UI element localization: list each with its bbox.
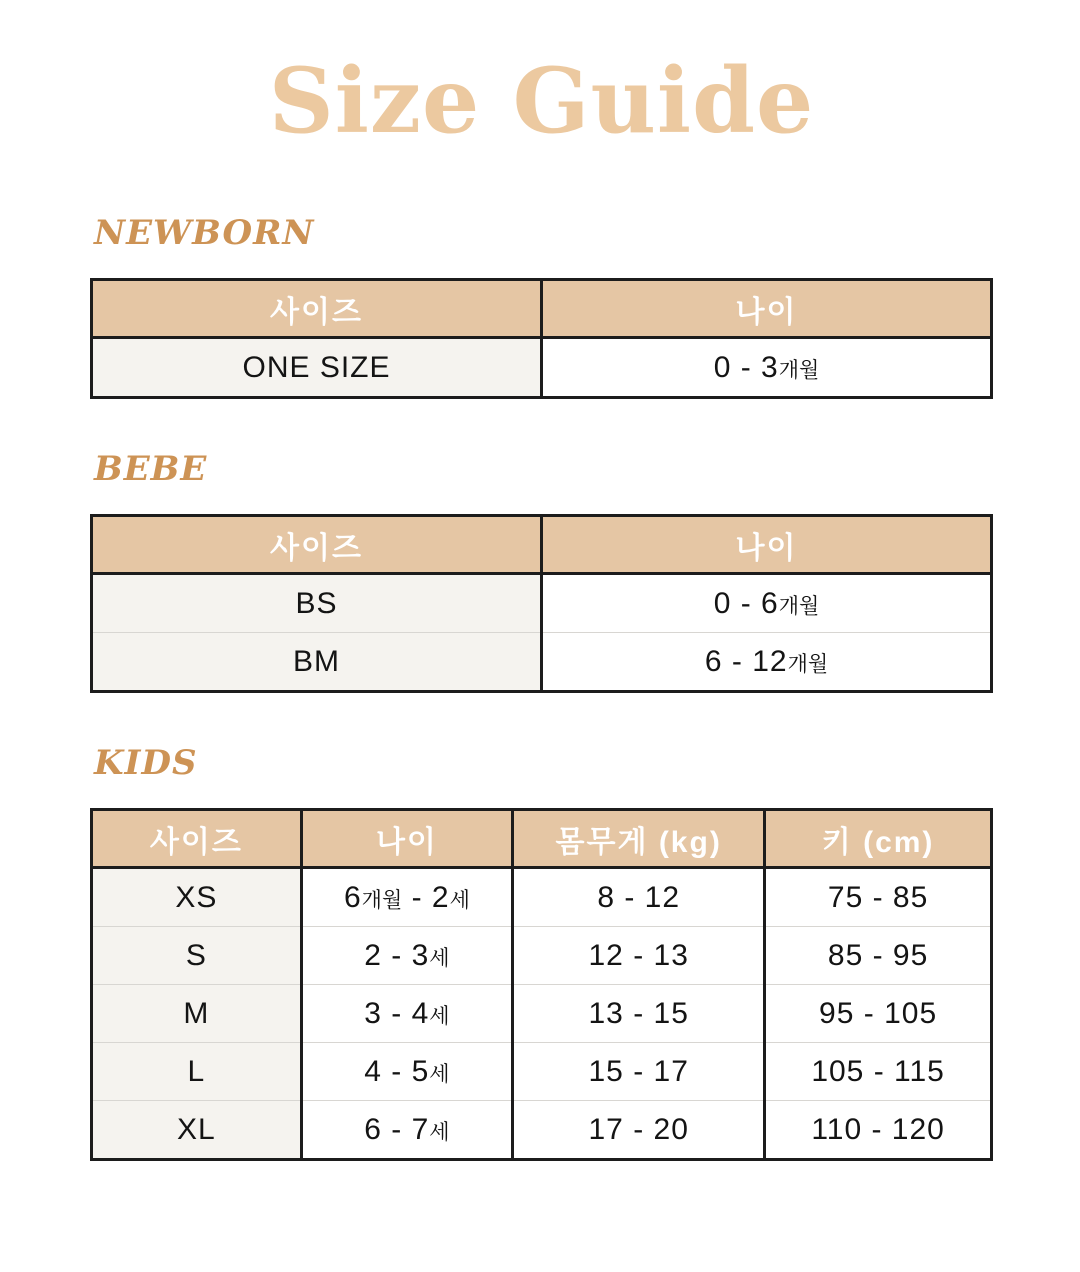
table-row	[92, 338, 992, 398]
section-label-newborn: NEWBORN	[94, 213, 315, 253]
table-cell: 75 - 85	[765, 868, 992, 927]
table-row	[92, 574, 992, 633]
table-header-row	[92, 516, 992, 574]
column-header: 키 (cm)	[765, 810, 992, 868]
table-cell: BS	[92, 574, 542, 633]
column-header: 사이즈	[92, 280, 542, 338]
table-row	[92, 1101, 992, 1160]
korean-unit-suffix: 개월	[778, 358, 820, 382]
section-label-kids: KIDS	[94, 743, 198, 783]
korean-unit-suffix: 세	[429, 1004, 450, 1028]
korean-unit-suffix: 개월	[787, 652, 829, 676]
size-table	[90, 808, 993, 1161]
table-cell: L	[92, 1043, 302, 1101]
table-cell: M	[92, 985, 302, 1043]
table-cell: 4 - 5세	[301, 1043, 513, 1101]
section-kids	[90, 743, 993, 1161]
table-cell: 6 - 12개월	[542, 633, 992, 692]
table-cell: 0 - 3개월	[542, 338, 992, 398]
column-header: 사이즈	[92, 810, 302, 868]
table-header-row	[92, 810, 992, 868]
bebe-size-table-container	[90, 514, 993, 693]
korean-unit-suffix: 세	[449, 888, 470, 912]
size-table	[90, 514, 993, 693]
kids-size-table-container	[90, 808, 993, 1161]
column-header: 몸무게 (kg)	[513, 810, 765, 868]
korean-unit-suffix: 세	[429, 946, 450, 970]
table-cell: S	[92, 927, 302, 985]
korean-unit-suffix: 세	[429, 1062, 450, 1086]
korean-unit-suffix: 개월	[361, 888, 403, 912]
section-label-bebe: BEBE	[94, 449, 208, 489]
table-cell: XL	[92, 1101, 302, 1160]
table-row	[92, 927, 992, 985]
table-row	[92, 868, 992, 927]
table-cell: 85 - 95	[765, 927, 992, 985]
table-row	[92, 985, 992, 1043]
table-cell: BM	[92, 633, 542, 692]
table-cell: 13 - 15	[513, 985, 765, 1043]
table-cell: 3 - 4세	[301, 985, 513, 1043]
table-row	[92, 1043, 992, 1101]
section-newborn	[90, 213, 993, 399]
korean-unit-suffix: 개월	[778, 594, 820, 618]
newborn-size-table-container	[90, 278, 993, 399]
table-cell: 105 - 115	[765, 1043, 992, 1101]
table-cell: 6개월 - 2세	[301, 868, 513, 927]
table-cell: 0 - 6개월	[542, 574, 992, 633]
table-cell: 110 - 120	[765, 1101, 992, 1160]
column-header: 사이즈	[92, 516, 542, 574]
size-table	[90, 278, 993, 399]
column-header: 나이	[542, 280, 992, 338]
page-title: Size Guide	[268, 48, 815, 154]
table-header-row	[92, 280, 992, 338]
column-header: 나이	[542, 516, 992, 574]
table-cell: 15 - 17	[513, 1043, 765, 1101]
table-cell: 12 - 13	[513, 927, 765, 985]
table-cell: 2 - 3세	[301, 927, 513, 985]
table-cell: 8 - 12	[513, 868, 765, 927]
table-row	[92, 633, 992, 692]
table-cell: XS	[92, 868, 302, 927]
table-cell: 17 - 20	[513, 1101, 765, 1160]
table-cell: 6 - 7세	[301, 1101, 513, 1160]
korean-unit-suffix: 세	[429, 1120, 450, 1144]
section-bebe	[90, 449, 993, 693]
table-cell: 95 - 105	[765, 985, 992, 1043]
column-header: 나이	[301, 810, 513, 868]
table-cell: ONE SIZE	[92, 338, 542, 398]
